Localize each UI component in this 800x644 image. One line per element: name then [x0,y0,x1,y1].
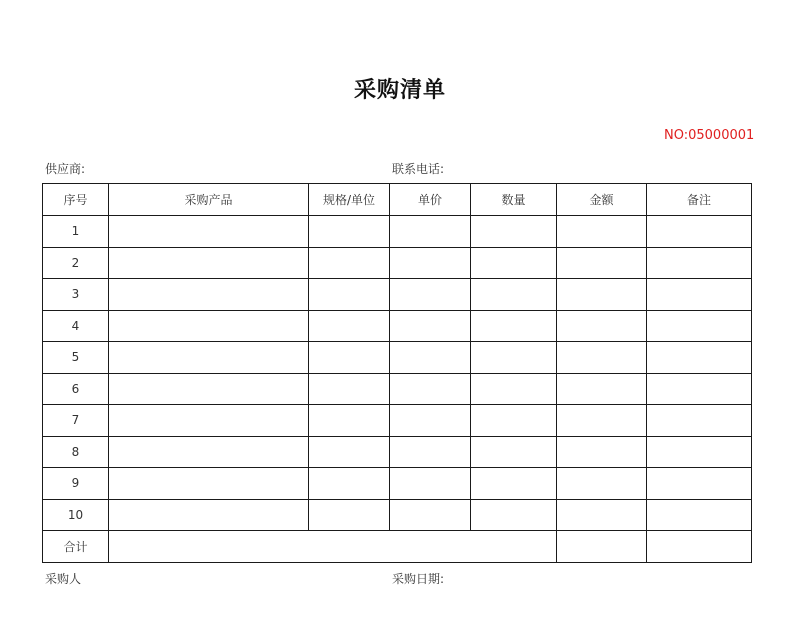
supplier-label: 供应商: [45,162,86,176]
unit-price-cell[interactable] [390,247,471,279]
phone-label: 联系电话: [392,162,445,176]
product-cell[interactable] [109,405,309,437]
remarks-cell[interactable] [647,436,752,468]
table-row [43,310,752,342]
amount-cell[interactable] [557,499,647,531]
product-cell[interactable] [109,468,309,500]
spec-unit-cell[interactable] [309,405,390,437]
purchase-table [42,183,752,563]
total-remarks-cell[interactable] [647,531,752,563]
row-index: 1 [43,216,109,248]
unit-price-cell[interactable] [390,216,471,248]
remarks-cell[interactable] [647,342,752,374]
product-cell[interactable] [109,310,309,342]
spec-unit-cell[interactable] [309,247,390,279]
row-index: 10 [43,499,109,531]
remarks-cell[interactable] [647,468,752,500]
quantity-cell[interactable] [471,499,557,531]
total-amount-cell[interactable] [557,531,647,563]
unit-price-cell[interactable] [390,405,471,437]
row-index: 2 [43,247,109,279]
remarks-cell[interactable] [647,499,752,531]
quantity-cell[interactable] [471,373,557,405]
spec-unit-cell[interactable] [309,342,390,374]
quantity-cell[interactable] [471,468,557,500]
product-cell[interactable] [109,373,309,405]
remarks-cell[interactable] [647,405,752,437]
table-row [43,373,752,405]
purchase-date-label: 采购日期: [392,572,445,586]
column-header-remarks: 备注 [647,184,752,216]
quantity-cell[interactable] [471,279,557,311]
row-index: 9 [43,468,109,500]
unit-price-cell[interactable] [390,279,471,311]
quantity-cell[interactable] [471,436,557,468]
table-row [43,436,752,468]
quantity-cell[interactable] [471,310,557,342]
spec-unit-cell[interactable] [309,279,390,311]
table-row [43,279,752,311]
product-cell[interactable] [109,247,309,279]
table-row [43,405,752,437]
quantity-cell[interactable] [471,216,557,248]
amount-cell[interactable] [557,468,647,500]
column-header-quantity: 数量 [471,184,557,216]
document-number: NO:05000001 [664,128,755,143]
unit-price-cell[interactable] [390,499,471,531]
quantity-cell[interactable] [471,342,557,374]
buyer-label: 采购人 [45,572,82,586]
row-index: 5 [43,342,109,374]
product-cell[interactable] [109,216,309,248]
unit-price-cell[interactable] [390,468,471,500]
spec-unit-cell[interactable] [309,436,390,468]
remarks-cell[interactable] [647,310,752,342]
quantity-cell[interactable] [471,247,557,279]
product-cell[interactable] [109,279,309,311]
row-index: 7 [43,405,109,437]
spec-unit-cell[interactable] [309,468,390,500]
table-row [43,216,752,248]
total-row [43,531,752,563]
table-row [43,468,752,500]
remarks-cell[interactable] [647,279,752,311]
table-header-row [43,184,752,216]
remarks-cell[interactable] [647,216,752,248]
column-header-index: 序号 [43,184,109,216]
column-header-spec-unit: 规格/单位 [309,184,390,216]
row-index: 3 [43,279,109,311]
amount-cell[interactable] [557,216,647,248]
column-header-unit-price: 单价 [390,184,471,216]
total-label: 合计 [43,531,109,563]
amount-cell[interactable] [557,279,647,311]
amount-cell[interactable] [557,436,647,468]
amount-cell[interactable] [557,373,647,405]
product-cell[interactable] [109,342,309,374]
quantity-cell[interactable] [471,405,557,437]
spec-unit-cell[interactable] [309,373,390,405]
spec-unit-cell[interactable] [309,216,390,248]
row-index: 4 [43,310,109,342]
row-index: 8 [43,436,109,468]
product-cell[interactable] [109,436,309,468]
column-header-amount: 金额 [557,184,647,216]
table-row [43,247,752,279]
remarks-cell[interactable] [647,373,752,405]
remarks-cell[interactable] [647,247,752,279]
unit-price-cell[interactable] [390,436,471,468]
table-row [43,342,752,374]
amount-cell[interactable] [557,310,647,342]
spec-unit-cell[interactable] [309,499,390,531]
amount-cell[interactable] [557,342,647,374]
unit-price-cell[interactable] [390,342,471,374]
column-header-product: 采购产品 [109,184,309,216]
unit-price-cell[interactable] [390,310,471,342]
product-cell[interactable] [109,499,309,531]
amount-cell[interactable] [557,247,647,279]
document-title: 采购清单 [353,78,446,103]
unit-price-cell[interactable] [390,373,471,405]
table-row [43,499,752,531]
row-index: 6 [43,373,109,405]
spec-unit-cell[interactable] [309,310,390,342]
total-description-cell[interactable] [109,531,557,563]
amount-cell[interactable] [557,405,647,437]
